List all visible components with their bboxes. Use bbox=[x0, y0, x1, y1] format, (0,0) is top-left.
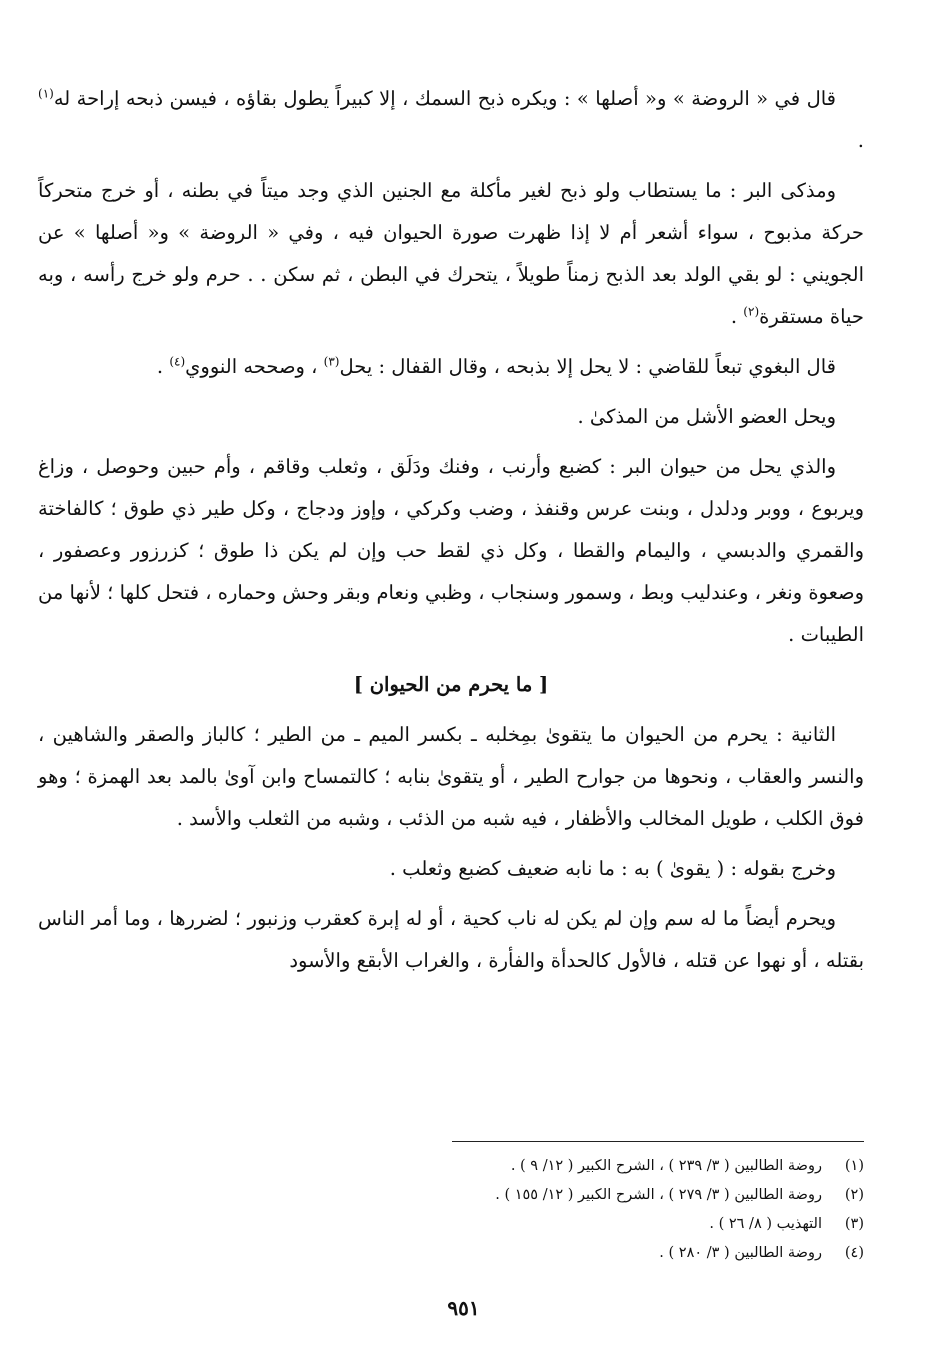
paragraph-1-tail: . bbox=[857, 129, 864, 152]
paragraph-2 bbox=[38, 170, 864, 338]
section-heading: [ ما يحرم من الحيوان ] bbox=[353, 673, 549, 696]
footnote-number: (٢) bbox=[844, 1187, 864, 1203]
footnote-text: روضة الطالبين ( ٣/ ٢٧٩ ) ، الشرح الكبير ( ١٢/ ١٥٥ ) . bbox=[495, 1187, 822, 1203]
footnote-ref-2[interactable]: (٢) bbox=[743, 304, 760, 319]
paragraph-3-mid: ، وصححه النووي bbox=[185, 355, 324, 378]
paragraph-3-tail: . bbox=[156, 355, 170, 378]
paragraph-3 bbox=[38, 346, 864, 388]
paragraph-1-text: قال في « الروضة » و« أصلها » : ويكره ذبح السمك ، إلا كبيراً يطول بقاؤه ، فيسن ذبحه إراحة له bbox=[53, 87, 836, 110]
paragraph-7: وخرج بقوله : ( يقوىٰ ) به : ما نابه ضعيف كضبع وثعلب . bbox=[389, 857, 836, 880]
paragraph-8: ويحرم أيضاً ما له سم وإن لم يكن له ناب كحية ، أو له إبرة كعقرب وزنبور ؛ لضررها ، وما أمر الناس بقتله ، أو نهوا عن قتله ، فالأول كالحدأة والفأرة ، والغراب الأبقع والأسود bbox=[38, 907, 864, 972]
footnote-2 bbox=[364, 1181, 864, 1210]
paragraph-2-text: ومذكى البر : ما يستطاب ولو ذبح لغير مأكلة مع الجنين الذي وجد ميتاً في بطنه ، أو خرج متحركاً حركة مذبوح ، سواء أشعر أم لا إذا ظهرت صورة الحيوان فيه ، وفي « الروضة » و« أصلها » عن الجويني : لو بقي الولد بعد الذبح زمناً طويلاً ، يتحرك في البطن ، ثم سكن . . حرم ولو خرج رأسه ، وبه حياة مستقرة bbox=[38, 179, 864, 328]
page-number: ٩٥١ bbox=[447, 1296, 480, 1320]
paragraph-2-tail: . bbox=[730, 305, 744, 328]
footnote-divider bbox=[452, 1141, 864, 1142]
footnote-ref-1[interactable]: (١) bbox=[38, 86, 54, 101]
footnote-text: روضة الطالبين ( ٣/ ٢٨٠ ) . bbox=[659, 1245, 822, 1261]
footnote-number: (٤) bbox=[844, 1245, 864, 1261]
paragraph-4: ويحل العضو الأشل من المذكىٰ . bbox=[577, 405, 836, 428]
paragraph-3-text: قال البغوي تبعاً للقاضي : لا يحل إلا بذبحه ، وقال القفال : يحل bbox=[339, 355, 836, 378]
footnote-number: (١) bbox=[844, 1158, 864, 1174]
footnote-3 bbox=[364, 1210, 864, 1239]
footnote-1 bbox=[364, 1152, 864, 1181]
paragraph-5: والذي يحل من حيوان البر : كضبع وأرنب ، وفنك ودَلَق ، وثعلب وقاقم ، وأم حبين وحوصل ، وزاغ ويربوع ، ووبر ودلدل ، وبنت عرس وقنفذ ، وضب وكركي ، وإوز ودجاج ، وكل طير ذي طوق ؛ كالفاختة والقمري والدبسي ، واليمام والقطا ، وكل ذي لقط حب وإن لم يكن ذا طوق ؛ كزرزور وعصفور ، وصعوة ونغر ، وعندليب وبط ، وسمور وسنجاب ، وظبي ونعام وبقر وحش وحماره ، فتحل كلها ؛ لأنها من الطيبات . bbox=[38, 455, 864, 646]
footnote-4 bbox=[364, 1239, 864, 1268]
footnote-ref-3[interactable]: (٣) bbox=[323, 354, 340, 369]
paragraph-6: الثانية : يحرم من الحيوان ما يتقوىٰ بمِخلبه ـ بكسر الميم ـ من الطير ؛ كالباز والصقر والشاهين ، والنسر والعقاب ، ونحوها من جوارح الطير ، أو يتقوىٰ بنابه ؛ كالتمساح وابن آوىٰ بالمد بعد الهمزة ؛ وهو فوق الكلب ، طويل المخالب والأظفار ، فيه شبه من الذئب ، وشبه من الثعلب والأسد . bbox=[38, 723, 864, 830]
footnote-text: روضة الطالبين ( ٣/ ٢٣٩ ) ، الشرح الكبير ( ١٢/ ٩ ) . bbox=[510, 1158, 822, 1174]
main-text bbox=[38, 78, 864, 990]
footnote-text: التهذيب ( ٨/ ٢٦ ) . bbox=[709, 1216, 822, 1232]
footnote-ref-4[interactable]: (٤) bbox=[169, 354, 186, 369]
paragraph-1 bbox=[38, 78, 864, 162]
footnote-number: (٣) bbox=[844, 1216, 864, 1232]
footnotes bbox=[364, 1152, 864, 1268]
